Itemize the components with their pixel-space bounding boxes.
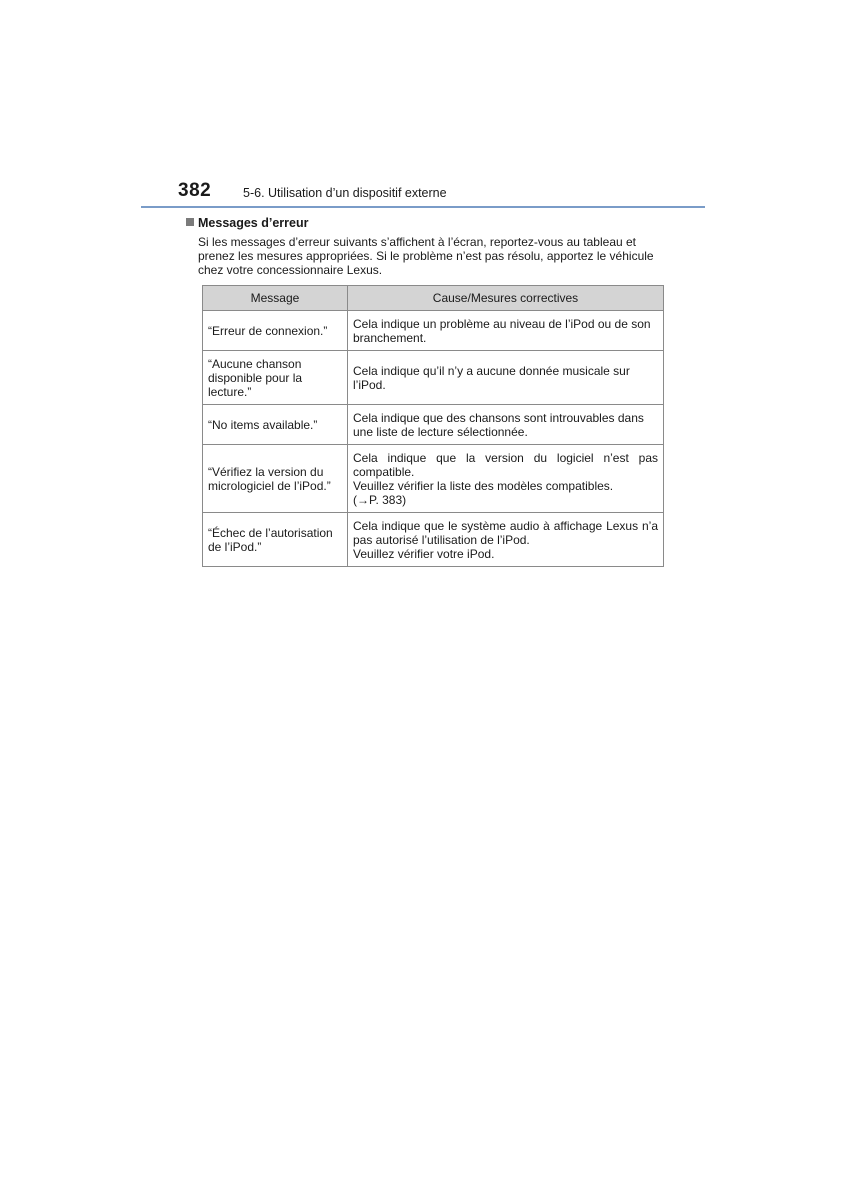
table-row	[203, 513, 664, 567]
cause-cell	[348, 513, 664, 567]
table-row	[203, 445, 664, 513]
cause-cell	[348, 311, 664, 351]
cause-text: Cela indique un problème au niveau de l’iPod ou de son branchement.	[353, 316, 651, 345]
message-cell: “Aucune chanson disponible pour la lecture.”	[203, 351, 348, 405]
cause-cell	[348, 351, 664, 405]
cause-text: Cela indique que des chansons sont introuvables dans une liste de lecture sélectionnée.	[353, 410, 644, 439]
section-title: 5-6. Utilisation d’un dispositif externe	[243, 186, 447, 200]
page-number: 382	[178, 180, 212, 201]
table-header-row	[203, 286, 664, 311]
column-header-message: Message	[203, 286, 348, 311]
table-row	[203, 311, 664, 351]
square-bullet-icon	[186, 218, 194, 226]
cause-text: Cela indique qu’il n’y a aucune donnée musicale sur l’iPod.	[353, 363, 630, 392]
header-divider	[141, 206, 705, 208]
message-cell: “Vérifiez la version du micrologiciel de l’iPod.”	[203, 445, 348, 513]
intro-paragraph: Si les messages d’erreur suivants s’affichent à l’écran, reportez-vous au tableau et prenez les mesures appropriées. Si le problème n’est pas résolu, apportez le véhicule chez votre concessionnaire Lexus.	[198, 235, 654, 277]
table-row	[203, 405, 664, 445]
cause-cell	[348, 405, 664, 445]
message-cell: “Erreur de connexion.”	[203, 311, 348, 351]
message-cell: “No items available.”	[203, 405, 348, 445]
subsection-title: Messages d’erreur	[198, 216, 309, 230]
table-row	[203, 351, 664, 405]
cause-cell	[348, 445, 664, 513]
cause-text: Veuillez vérifier votre iPod.	[353, 546, 495, 561]
page-reference-link[interactable]: (→P. 383)	[353, 492, 407, 507]
message-cell: “Échec de l’autorisation de l’iPod.”	[203, 513, 348, 567]
error-messages-table	[202, 285, 664, 567]
cause-text: Cela indique que le système audio à affichage Lexus n’a pas autorisé l’utilisation de l’iPod.	[353, 518, 658, 547]
cause-text: Cela indique que la version du logiciel n’est pas compatible.	[353, 450, 658, 479]
subsection-heading	[186, 216, 308, 230]
cause-text: Veuillez vérifier la liste des modèles compatibles.	[353, 478, 614, 493]
column-header-cause: Cause/Mesures correctives	[348, 286, 664, 311]
